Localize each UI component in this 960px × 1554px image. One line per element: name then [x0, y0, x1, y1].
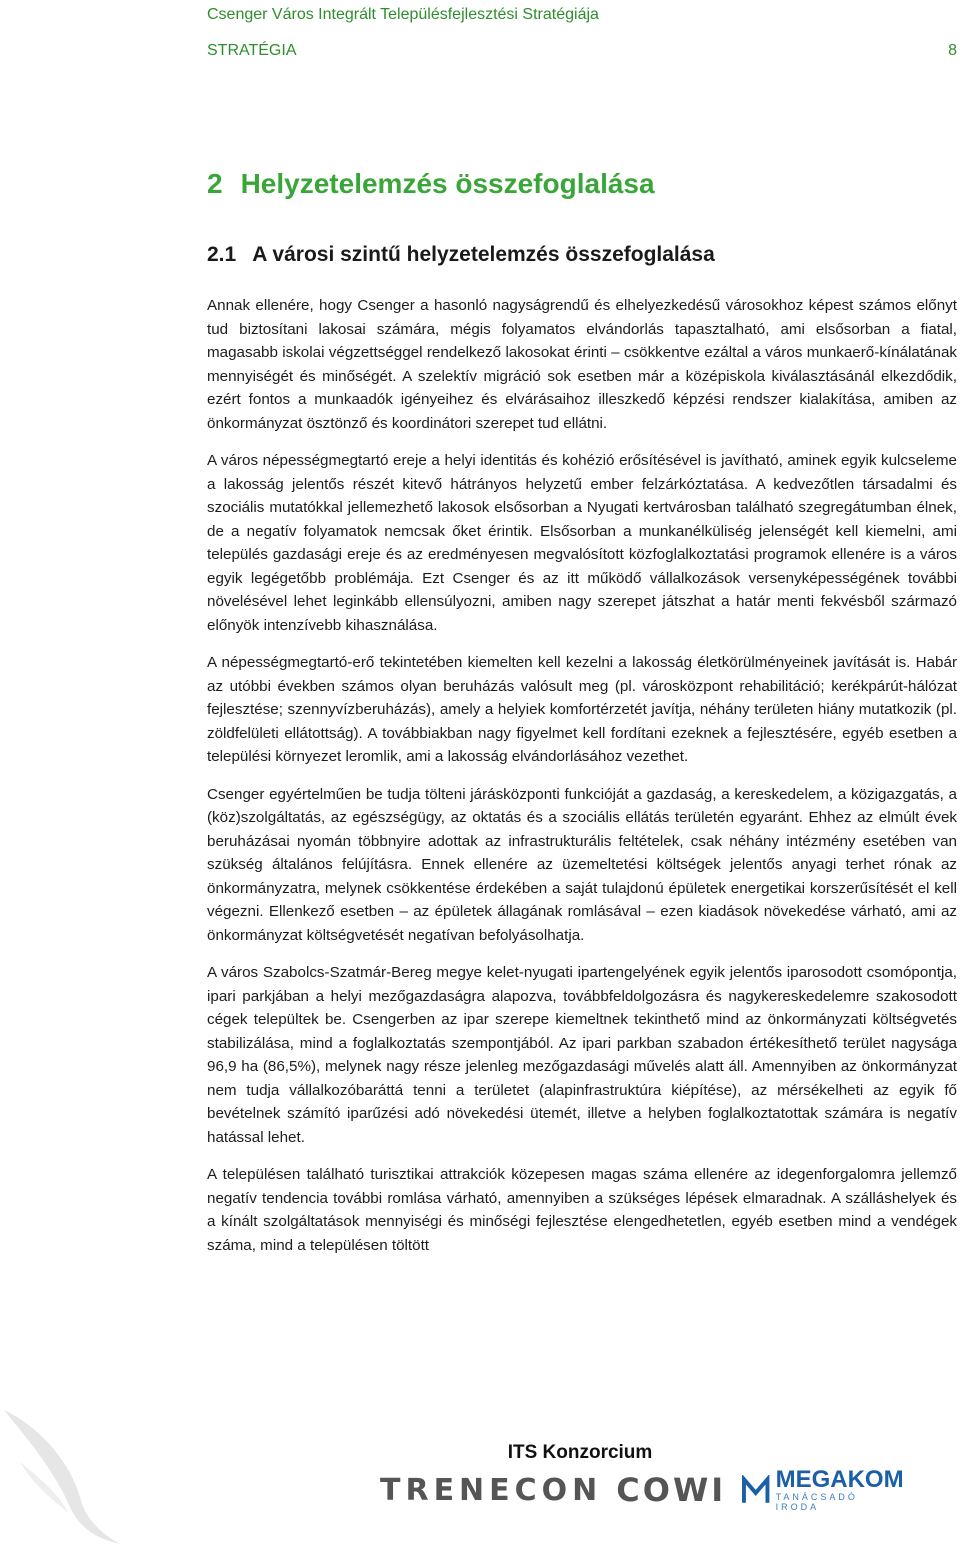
- heading-level-1: [207, 168, 655, 200]
- paragraph: A településen található turisztikai attrakciók közepesen magas száma ellenére az idegenforgalomra jellemző negatív tendencia további romlása várható, amennyiben a szükséges lépések elmaradnak. A szálláshelyek és a kínált szolgáltatások mennyiségi és minőségi fejlesztése elengedhetetlen, egyéb esetben mind a vendégek száma, mind a településen töltött: [207, 1166, 957, 1254]
- paragraph: Annak ellenére, hogy Csenger a hasonló nagyságrendű és elhelyezkedésű városokhoz képest számos előnyt tud biztosítani lakosai számára, mégis folyamatos elvándorlás tapasztalható, ami elsősorban a fiatal, magasabb iskolai végzettséggel rendelkező lakosokat érinti – csökkentve ezáltal a város munkaerő-kínálatának mennyiségét és minőségét. A szelektív migráció sok esetben már a középiskola kiválasztásánál elkezdődik, ezért fontos a munkaadók igényeihez és elvárásaihoz illeszkedő képzési rendszer kialakítása, amiben az önkormányzat ösztönző és koordinátori szerepet tud ellátni.: [207, 297, 957, 432]
- paragraph: Csenger egyértelműen be tudja tölteni járásközponti funkcióját a gazdaság, a kereskedelem, a közigazgatás, a (köz)szolgáltatás, az egészségügy, az oktatás és a szociális ellátás területén egyaránt. Ehhez az elmúlt évek beruházásai nyomán többnyire adottak az infrastrukturális feltételek, csak néhány intézmény esetében van szükség általános felújításra. Ennek ellenére az üzemeltetési költségek jelentős anyagi terhet rónak az önkormányzatra, melynek csökkentése érdekében a saját tulajdonú épületek energetikai korszerűsítését el kell végezni. Ellenkező esetben – az épületek állagának romlásával – ezen kiadások növekedése várható, ami az önkormányzat költségvetését negatívan befolyásolhatja.: [207, 785, 957, 944]
- consortium-label: ITS Konzorcium: [507, 1442, 653, 1463]
- heading-1-number: 2: [207, 168, 223, 199]
- cowi-logo: COWI: [616, 1471, 727, 1509]
- megakom-logo: [742, 1468, 904, 1512]
- megakom-name: MEGAKOM: [775, 1466, 904, 1493]
- megakom-mark-icon: [742, 1475, 769, 1505]
- page-header: [207, 4, 960, 62]
- page-number: 8: [948, 42, 957, 59]
- bird-watermark-icon: [0, 1402, 130, 1554]
- heading-level-2: [207, 243, 715, 267]
- paragraph: A város Szabolcs-Szatmár-Bereg megye kelet-nyugati ipartengelyének egyik jelentős iparosodott csomópontja, ipari parkjában a helyi mezőgazdaságra alapozva, továbbfeldolgozásra és nagykereskedelemre szakosodott cégek települtek be. Csengerben az ipar szerepe kiemeltnek tekinthető mind az önkormányzati költségvetés stabilizálása, mind a foglalkoztatás szempontjából. Az ipari parkban szabadon értékesíthető terület nagysága 96,9 ha (86,5%), melynek nagy része jelenleg mezőgazdasági művelés alatt áll. Amennyiben az önkormányzat nem tudja vállalkozóbaráttá tenni a területet (alapinfrastruktúra kiépítése), az mérsékelheti az egyik fő bevételnek számító iparűzési adó növekedési ütemét, illetve a helyben foglalkoztatottak számára is negatív hatással lehet.: [207, 964, 957, 1146]
- document-title: Csenger Város Integrált Településfejlesztési Stratégiája: [207, 6, 599, 23]
- heading-2-number: 2.1: [207, 243, 237, 266]
- trenecon-logo: TRENECON: [380, 1472, 603, 1508]
- megakom-subtitle: TANÁCSADÓ IRODA: [775, 1492, 858, 1512]
- page-footer: [380, 1442, 904, 1512]
- heading-2-title: A városi szintű helyzetelemzés összefoglalása: [252, 243, 715, 266]
- body-text: [207, 294, 957, 1271]
- header-row: [207, 40, 957, 62]
- paragraph: A népességmegtartó-erő tekintetében kiemelten kell kezelni a lakosság életkörülményeinek javítását is. Habár az utóbbi években számos olyan beruházás valósult meg (pl. városközpont rehabilitáció; kerékpárút-hálózat fejlesztése; szennyvízberuházás), amely a helyiek komfortérzetét javítja, néhány területen hiány mutatkozik (pl. zöldfelületi ellátottság). A továbbiakban nagy figyelmet kell fordítani ezeknek a fejlesztésére, egyéb esetben a települési környezet leromlik, ami a lakosság elvándorlásához vezethet.: [207, 654, 957, 765]
- partner-logos: [380, 1466, 904, 1512]
- heading-1-title: Helyzetelemzés összefoglalása: [240, 168, 655, 199]
- section-label: STRATÉGIA: [207, 42, 297, 59]
- paragraph: A város népességmegtartó ereje a helyi identitás és kohézió erősítésével is javítható, aminek egyik kulcseleme a lakosság jelentős részét kitevő hátrányos helyzetű ember felzárkóztatása. A kedvezőtlen társadalmi és szociális mutatókkal jellemezhető lakosok elsősorban a Nyugati kertvárosban található szegregátumban élnek, de a negatív folyamatok nemcsak őket érintik. Elsősorban a munkanélküliség jelenségét kell kiemelni, ami település gazdasági ereje és az eredményesen megvalósított közfoglalkoztatási programok ellenére is a város egyik legégetőbb problémája. Ezt Csenger és az itt működő vállalkozások versenyképességének további növelésével lehet leginkább ellensúlyozni, amiben nagy szerepet játszhat a határ menti fekvésből származó előnyök intenzívebb kihasználása.: [207, 452, 957, 634]
